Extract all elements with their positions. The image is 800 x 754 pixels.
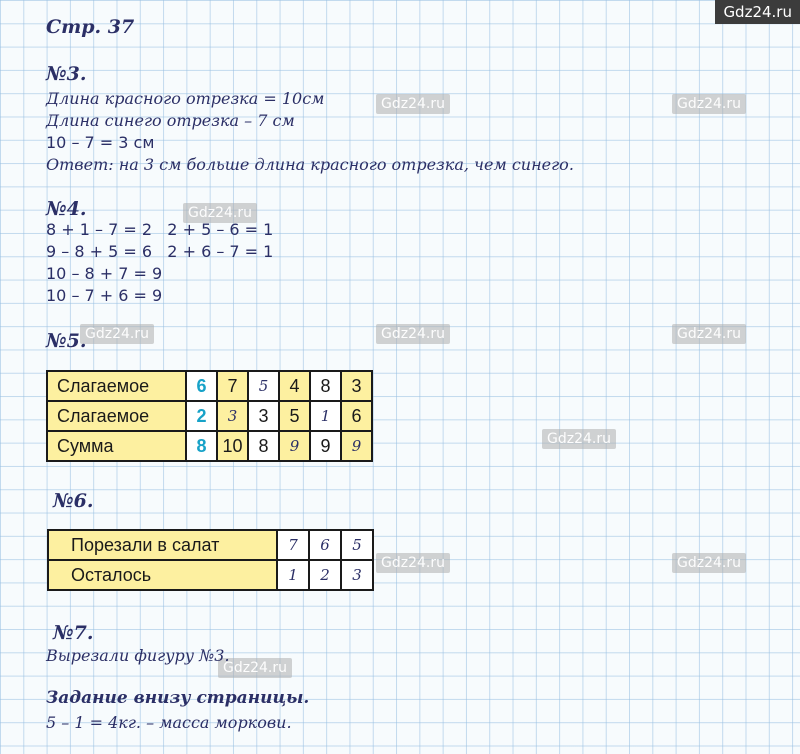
- task3-line: 10 – 7 = 3 см: [46, 133, 155, 152]
- task7-title: №7.: [53, 622, 94, 644]
- task6-table: [47, 529, 374, 591]
- table-cell: 3: [341, 371, 372, 401]
- table-cell: 7: [217, 371, 248, 401]
- table-cell: 9: [341, 431, 372, 461]
- table-cell: 10: [217, 431, 248, 461]
- watermark: Gdz24.ru: [376, 324, 450, 344]
- table-cell: 8: [186, 431, 217, 461]
- bottom-task-line: 5 – 1 = 4кг. – масса моркови.: [46, 713, 292, 732]
- task4-line: 9 – 8 + 5 = 6 2 + 6 – 7 = 1: [46, 242, 274, 261]
- table-cell: 5: [341, 530, 373, 560]
- table-row: [47, 371, 372, 401]
- task7-line: Вырезали фигуру №3.: [46, 646, 230, 665]
- row-label: Слагаемое: [47, 371, 186, 401]
- row-label: Порезали в салат: [48, 530, 277, 560]
- task6-title: №6.: [53, 490, 94, 512]
- row-label: Слагаемое: [47, 401, 186, 431]
- table-cell: 5: [248, 371, 279, 401]
- task5-table: [46, 370, 373, 462]
- table-cell: 4: [279, 371, 310, 401]
- table-cell: 1: [277, 560, 309, 590]
- table-row: [47, 401, 372, 431]
- table-cell: 3: [217, 401, 248, 431]
- watermark: Gdz24.ru: [542, 429, 616, 449]
- table-cell: 7: [277, 530, 309, 560]
- table-cell: 2: [309, 560, 341, 590]
- table-cell: 8: [248, 431, 279, 461]
- table-cell: 8: [310, 371, 341, 401]
- watermark: Gdz24.ru: [218, 658, 292, 678]
- table-cell: 6: [186, 371, 217, 401]
- task3-line: Длина синего отрезка – 7 см: [46, 111, 295, 130]
- page-number: Стр. 37: [46, 16, 135, 38]
- table-cell: 6: [341, 401, 372, 431]
- watermark: Gdz24.ru: [672, 324, 746, 344]
- task4-line: 8 + 1 – 7 = 2 2 + 5 – 6 = 1: [46, 220, 274, 239]
- bottom-task-title: Задание внизу страницы.: [46, 688, 310, 708]
- table-cell: 5: [279, 401, 310, 431]
- table-row: [48, 530, 373, 560]
- table-cell: 6: [309, 530, 341, 560]
- task3-line: Длина красного отрезка = 10см: [46, 89, 325, 108]
- table-cell: 9: [310, 431, 341, 461]
- task5-title: №5.: [46, 330, 87, 352]
- table-cell: 2: [186, 401, 217, 431]
- watermark: Gdz24.ru: [376, 553, 450, 573]
- row-label: Сумма: [47, 431, 186, 461]
- table-cell: 1: [310, 401, 341, 431]
- watermark: Gdz24.ru: [376, 94, 450, 114]
- table-cell: 3: [248, 401, 279, 431]
- watermark: Gdz24.ru: [80, 324, 154, 344]
- table-row: [48, 560, 373, 590]
- task4-title: №4.: [46, 198, 87, 220]
- table-cell: 3: [341, 560, 373, 590]
- table-row: [47, 431, 372, 461]
- task4-line: 10 – 8 + 7 = 9: [46, 264, 163, 283]
- table-cell: 9: [279, 431, 310, 461]
- watermark: Gdz24.ru: [183, 203, 257, 223]
- watermark: Gdz24.ru: [672, 94, 746, 114]
- row-label: Осталось: [48, 560, 277, 590]
- task3-title: №3.: [46, 63, 87, 85]
- site-watermark-corner: Gdz24.ru: [715, 0, 800, 24]
- task4-line: 10 – 7 + 6 = 9: [46, 286, 163, 305]
- task3-answer: Ответ: на 3 см больше длина красного отрезка, чем синего.: [46, 155, 574, 174]
- watermark: Gdz24.ru: [672, 553, 746, 573]
